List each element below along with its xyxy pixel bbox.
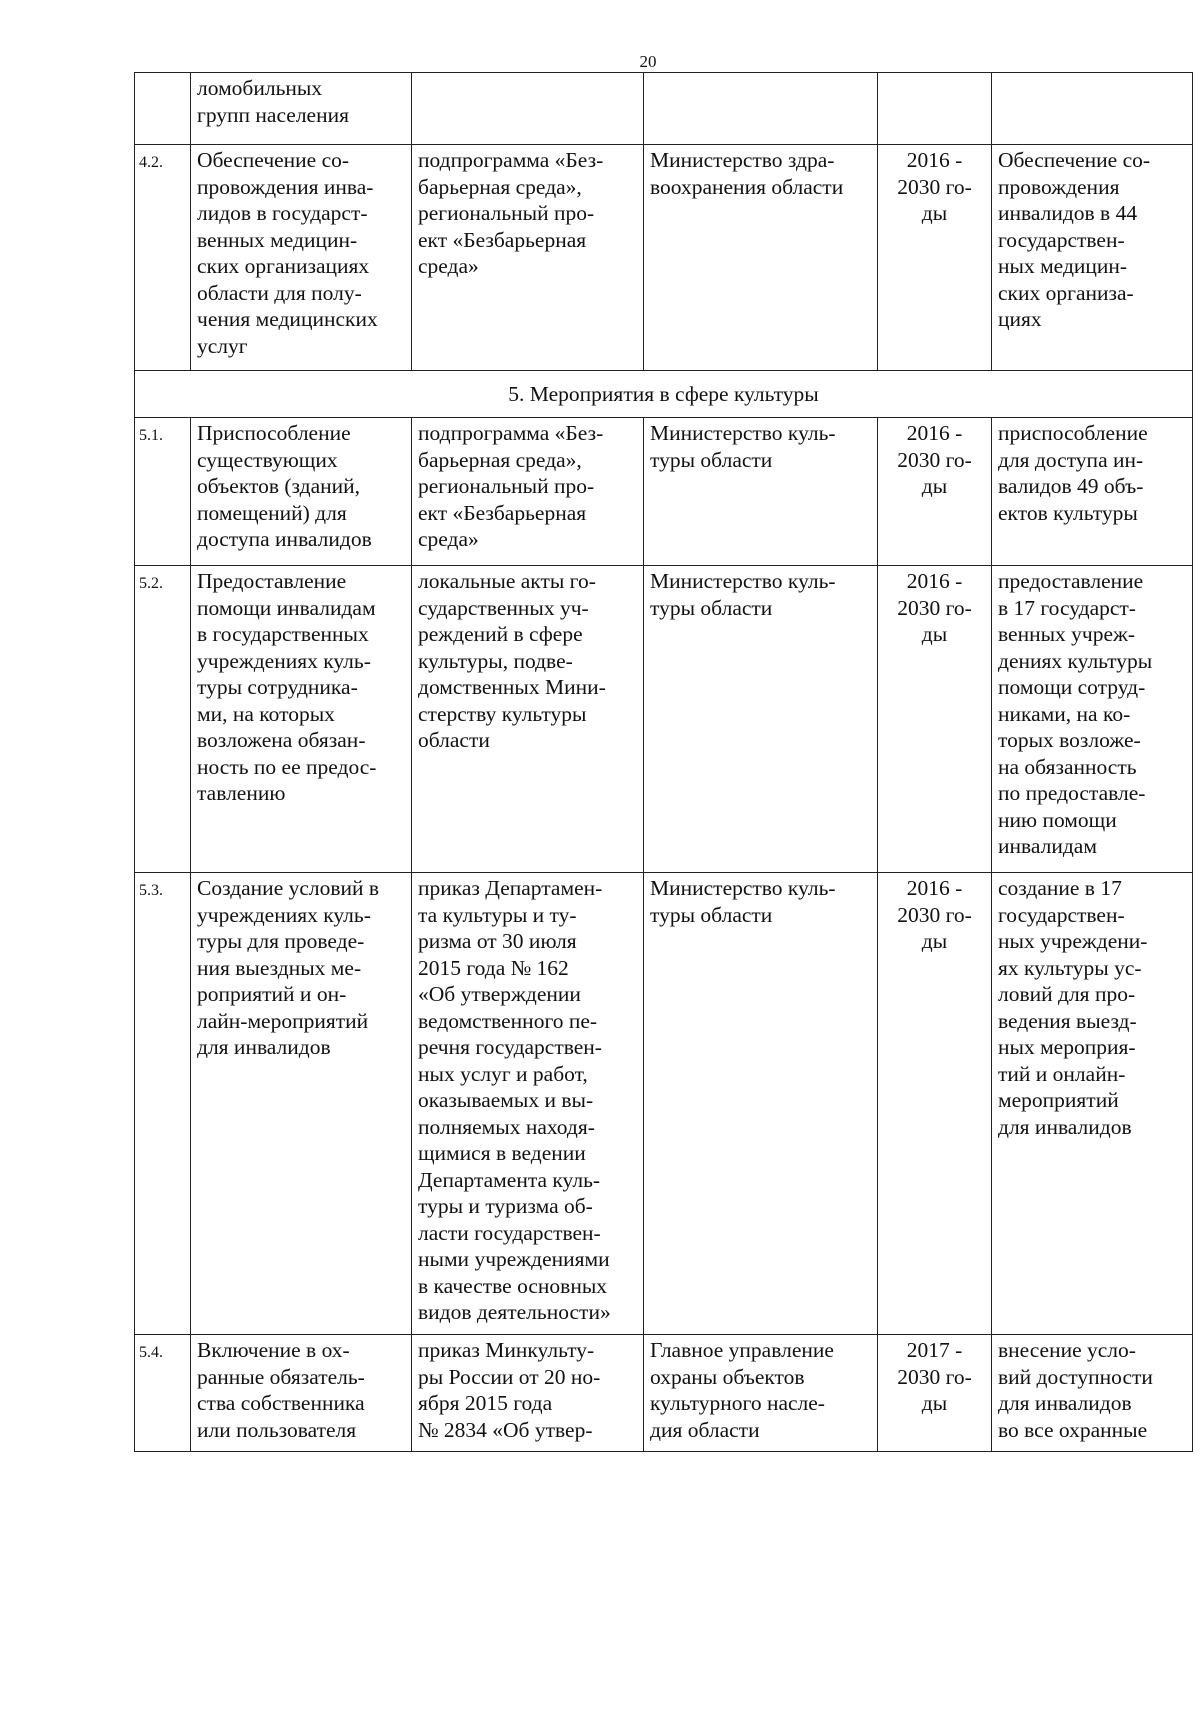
- cell-line: внесение усло-: [998, 1338, 1136, 1362]
- cell-line: Министерство куль-: [650, 421, 836, 445]
- row-number: 5.3.: [135, 873, 191, 1335]
- cell-line: ловий для про-: [998, 982, 1136, 1006]
- row-number: 4.2.: [135, 145, 191, 371]
- cell-line: в 17 государст-: [998, 595, 1136, 620]
- cell-line: 2030 го-: [897, 595, 972, 620]
- cell-line: провождения инва-: [197, 174, 374, 199]
- period-cell: [878, 873, 992, 1335]
- cell-line: групп населения: [197, 102, 349, 127]
- cell-line: 2030 го-: [897, 174, 972, 199]
- cell-line: щимися в ведении: [418, 1141, 586, 1165]
- cell-line: государствен-: [998, 227, 1125, 252]
- cell-line: помещений) для: [197, 500, 347, 525]
- cell-line: Департамента куль-: [418, 1167, 601, 1192]
- cell-line: подпрограмма «Без-: [418, 421, 604, 445]
- cell-line: на обязанность: [998, 754, 1137, 779]
- cell-line: охраны объектов: [650, 1364, 805, 1389]
- cell-line: создание в 17: [998, 876, 1122, 900]
- cell-line: видов деятельности»: [418, 1300, 611, 1324]
- table-row: [135, 145, 1193, 371]
- cell-line: ных мероприя-: [998, 1035, 1136, 1059]
- cell-line: ских организациях: [197, 254, 370, 278]
- cell-line: никами, на ко-: [998, 701, 1131, 726]
- cell-line: Главное управление: [650, 1338, 834, 1362]
- measure-cell: [191, 73, 412, 145]
- page-number: 20: [639, 52, 657, 71]
- cell-line: приспособление: [998, 421, 1148, 445]
- cell-line: культуры, подве-: [418, 648, 573, 673]
- cell-line: среда»: [418, 527, 479, 551]
- cell-line: ными учреждениями: [418, 1247, 610, 1271]
- result-cell: [992, 1335, 1193, 1452]
- cell-line: в государственных: [197, 622, 369, 646]
- cell-line: чения медицинских: [197, 307, 378, 331]
- cell-line: для инвалидов: [998, 1114, 1132, 1139]
- cell-line: барьерная среда»,: [418, 447, 582, 472]
- basis-cell: [412, 145, 644, 371]
- cell-line: услуг: [197, 333, 248, 358]
- period-cell: [878, 73, 992, 145]
- cell-line: помощи сотруд-: [998, 675, 1146, 699]
- cell-line: учреждениях куль-: [197, 648, 371, 673]
- cell-line: Создание условий в: [197, 876, 380, 900]
- cell-line: для доступа ин-: [998, 447, 1144, 472]
- cell-line: «Об утверждении: [418, 982, 581, 1006]
- cell-line: венных учреж-: [998, 622, 1136, 646]
- cell-line: Обеспечение со-: [197, 148, 350, 172]
- cell-line: ды: [921, 1391, 948, 1415]
- cell-line: для инвалидов: [998, 1391, 1132, 1415]
- cell-line: доступа инвалидов: [197, 527, 372, 551]
- cell-line: ских организа-: [998, 280, 1134, 305]
- cell-line: провождения: [998, 174, 1120, 199]
- cell-line: или пользователя: [197, 1417, 357, 1442]
- cell-line: Приспособление: [197, 421, 351, 445]
- cell-line: ных услуг и работ,: [418, 1061, 588, 1086]
- cell-line: роприятий и он-: [197, 982, 347, 1006]
- cell-line: туры сотрудника-: [197, 675, 358, 699]
- period-cell: [878, 1335, 992, 1452]
- cell-line: учреждениях куль-: [197, 902, 371, 927]
- cell-line: 2016 -: [906, 876, 963, 900]
- cell-line: ды: [921, 622, 948, 646]
- period-cell: [878, 145, 992, 371]
- measures-table: [134, 72, 1193, 1452]
- cell-line: региональный про-: [418, 201, 595, 225]
- cell-line: торых возложе-: [998, 728, 1141, 752]
- executor-cell: [644, 566, 878, 873]
- cell-line: вий доступности: [998, 1364, 1153, 1389]
- cell-line: 2030 го-: [897, 447, 972, 472]
- table-body: [135, 73, 1193, 1452]
- cell-line: Министерство куль-: [650, 569, 836, 593]
- cell-line: культурного насле-: [650, 1391, 825, 1415]
- row-number: 5.1.: [135, 418, 191, 566]
- table-row: [135, 418, 1193, 566]
- measure-cell: [191, 566, 412, 873]
- cell-line: дениях культуры: [998, 648, 1153, 673]
- cell-line: ведомственного пе-: [418, 1008, 598, 1033]
- cell-line: валидов 49 объ-: [998, 474, 1144, 498]
- cell-line: ства собственника: [197, 1391, 365, 1415]
- cell-line: ября 2015 года: [418, 1391, 553, 1415]
- cell-line: венных медицин-: [197, 227, 358, 252]
- cell-line: инвалидов в 44: [998, 201, 1138, 225]
- cell-line: ранные обязатель-: [197, 1364, 365, 1389]
- basis-cell: [412, 418, 644, 566]
- cell-line: тавлению: [197, 781, 286, 805]
- cell-line: дия области: [650, 1417, 760, 1442]
- cell-line: полняемых находя-: [418, 1114, 595, 1139]
- cell-line: подпрограмма «Без-: [418, 148, 604, 172]
- cell-line: лайн-мероприятий: [197, 1008, 369, 1033]
- cell-line: ды: [921, 201, 948, 225]
- result-cell: [992, 73, 1193, 145]
- cell-line: предоставление: [998, 569, 1144, 593]
- cell-line: ект «Безбарьерная: [418, 500, 587, 525]
- cell-line: речня государствен-: [418, 1035, 602, 1059]
- cell-line: туры для проведе-: [197, 929, 365, 953]
- executor-cell: [644, 73, 878, 145]
- cell-line: ласти государствен-: [418, 1220, 601, 1245]
- table-row: [135, 73, 1193, 145]
- cell-line: области: [418, 728, 490, 752]
- row-number: [135, 73, 191, 145]
- cell-line: помощи инвалидам: [197, 595, 376, 620]
- period-cell: [878, 566, 992, 873]
- cell-line: Включение в ох-: [197, 1338, 350, 1362]
- cell-line: № 2834 «Об утвер-: [418, 1417, 593, 1442]
- cell-line: оказываемых и вы-: [418, 1088, 594, 1112]
- cell-line: реждений в сфере: [418, 622, 583, 646]
- cell-line: Министерство куль-: [650, 876, 836, 900]
- cell-line: существующих: [197, 447, 338, 472]
- measure-cell: [191, 873, 412, 1335]
- cell-line: сударственных уч-: [418, 595, 589, 620]
- cell-line: возложена обязан-: [197, 728, 366, 752]
- cell-line: во все охранные: [998, 1417, 1148, 1442]
- basis-cell: [412, 873, 644, 1335]
- cell-line: 2030 го-: [897, 902, 972, 927]
- cell-line: циях: [998, 307, 1042, 331]
- cell-line: ми, на которых: [197, 701, 335, 726]
- cell-line: туры области: [650, 595, 773, 620]
- cell-line: ных учреждени-: [998, 929, 1148, 953]
- result-cell: [992, 418, 1193, 566]
- cell-line: приказ Минкульту-: [418, 1338, 595, 1362]
- cell-line: ния выездных ме-: [197, 955, 362, 980]
- result-cell: [992, 566, 1193, 873]
- cell-line: ды: [921, 929, 948, 953]
- table-row: [135, 1335, 1193, 1452]
- cell-line: та культуры и ту-: [418, 902, 577, 927]
- cell-line: ность по ее предос-: [197, 754, 377, 779]
- cell-line: Предоставление: [197, 569, 347, 593]
- result-cell: [992, 145, 1193, 371]
- cell-line: Министерство здра-: [650, 148, 835, 172]
- cell-line: объектов (зданий,: [197, 474, 361, 498]
- cell-line: ды: [921, 474, 948, 498]
- cell-line: воохранения области: [650, 174, 844, 199]
- basis-cell: [412, 1335, 644, 1452]
- executor-cell: [644, 873, 878, 1335]
- cell-line: ект «Безбарьерная: [418, 227, 587, 252]
- cell-line: области для полу-: [197, 280, 362, 305]
- table-row: [135, 873, 1193, 1335]
- cell-line: 2016 -: [906, 421, 963, 445]
- cell-line: 2016 -: [906, 148, 963, 172]
- executor-cell: [644, 145, 878, 371]
- cell-line: барьерная среда»,: [418, 174, 582, 199]
- cell-line: 2016 -: [906, 569, 963, 593]
- cell-line: региональный про-: [418, 474, 595, 498]
- cell-line: ризма от 30 июля: [418, 929, 577, 953]
- cell-line: лидов в государст-: [197, 201, 368, 225]
- cell-line: ломобильных: [197, 76, 323, 100]
- cell-line: Обеспечение со-: [998, 148, 1151, 172]
- cell-line: туры области: [650, 902, 773, 927]
- cell-line: локальные акты го-: [418, 569, 596, 593]
- cell-line: государствен-: [998, 902, 1125, 927]
- cell-line: ры России от 20 но-: [418, 1364, 601, 1389]
- cell-line: ектов культуры: [998, 500, 1138, 525]
- cell-line: по предоставле-: [998, 781, 1146, 805]
- executor-cell: [644, 1335, 878, 1452]
- cell-line: тий и онлайн-: [998, 1061, 1126, 1086]
- table-row: [135, 566, 1193, 873]
- cell-line: для инвалидов: [197, 1035, 331, 1059]
- cell-line: стерству культуры: [418, 701, 587, 726]
- section-header-row: [135, 371, 1193, 418]
- period-cell: [878, 418, 992, 566]
- cell-line: ях культуры ус-: [998, 955, 1142, 980]
- cell-line: туры области: [650, 447, 773, 472]
- cell-line: ных медицин-: [998, 254, 1128, 278]
- cell-line: туры и туризма об-: [418, 1194, 593, 1218]
- row-number: 5.4.: [135, 1335, 191, 1452]
- section-title: 5. Мероприятия в сфере культуры: [135, 371, 1193, 418]
- cell-line: нию помощи: [998, 807, 1117, 832]
- executor-cell: [644, 418, 878, 566]
- cell-line: 2017 -: [906, 1338, 963, 1362]
- row-number: 5.2.: [135, 566, 191, 873]
- measure-cell: [191, 145, 412, 371]
- cell-line: мероприятий: [998, 1088, 1119, 1112]
- measure-cell: [191, 1335, 412, 1452]
- result-cell: [992, 873, 1193, 1335]
- cell-line: 2030 го-: [897, 1364, 972, 1389]
- measure-cell: [191, 418, 412, 566]
- cell-line: ведения выезд-: [998, 1008, 1137, 1033]
- cell-line: домственных Мини-: [418, 675, 606, 699]
- basis-cell: [412, 566, 644, 873]
- cell-line: инвалидам: [998, 834, 1097, 858]
- cell-line: 2015 года № 162: [418, 955, 569, 980]
- basis-cell: [412, 73, 644, 145]
- cell-line: в качестве основных: [418, 1273, 608, 1298]
- cell-line: среда»: [418, 254, 479, 278]
- cell-line: приказ Департамен-: [418, 876, 603, 900]
